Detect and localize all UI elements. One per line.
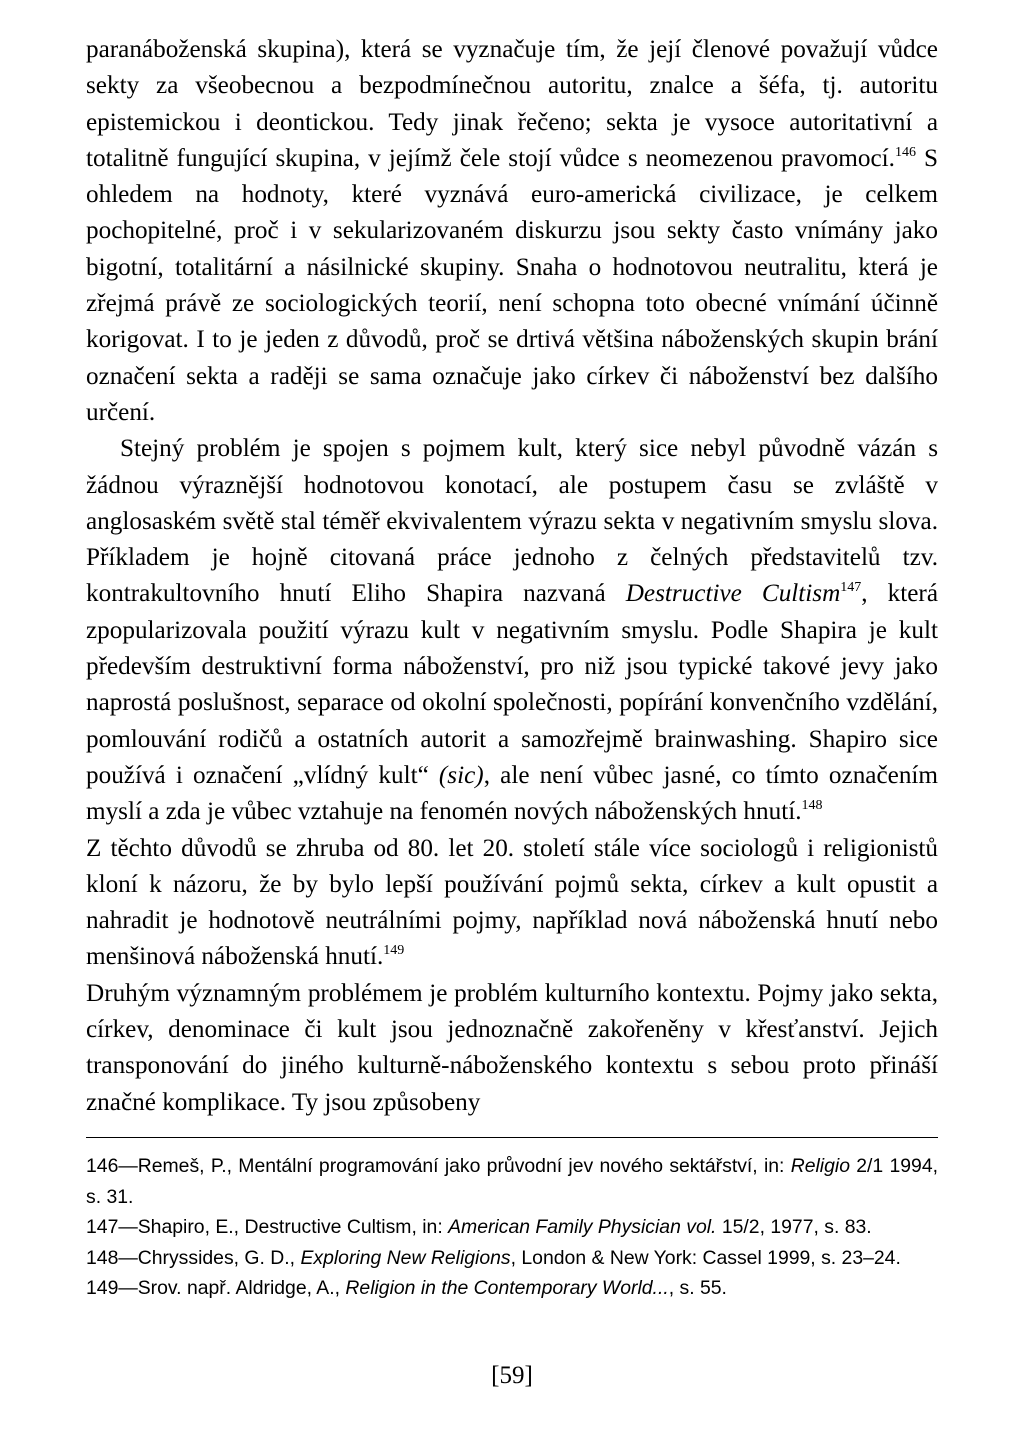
footnote-text: 149—Srov. např. Aldridge, A., <box>86 1277 346 1299</box>
footnote-ref: 149 <box>383 943 405 959</box>
paragraph <box>86 831 938 976</box>
footnote-147 <box>86 1212 938 1243</box>
paragraph-text: Druhým významným problémem je problém kulturního kontextu. Pojmy jako sekta, církev, denominace či kult jsou jednoznačně zakořeněny v křesťanství. Jejich transponování do jiného kulturně-náboženského kontextu s sebou proto přináší značné komplikace. Ty jsou způsobeny <box>86 979 938 1116</box>
paragraph-text: S ohledem na hodnoty, které vyznává euro-americká civilizace, je celkem pochopitelné, proč i v sekularizovaném diskurzu jsou sekty často vnímány jako bigotní, totalitární a násilnické skupiny. Snaha o hodnotovou neutralitu, která je zřejmá právě ze sociologických teorií, není schopna toto obecné vnímání účinně korigovat. I to je jeden z důvodů, proč se drtivá většina náboženských skupin brání označení sekta a raději se sama označuje jako církev či náboženství bez dalšího určení. <box>86 144 938 426</box>
paragraph <box>86 431 938 830</box>
footnote-ref: 148 <box>801 798 823 814</box>
footnote-text: , s. 55. <box>668 1277 727 1299</box>
sic-note: (sic) <box>438 761 484 789</box>
footnote-italic: American Family Physician vol. <box>448 1216 717 1238</box>
main-text <box>86 32 938 1121</box>
paragraph-text: paranáboženská skupina), která se vyznačuje tím, že její členové považují vůdce sekty za všeobecnou a bezpodmínečnou autoritu, znalce a šéfa, tj. autoritu epistemickou i deontickou. Tedy jinak řečeno; sekta je vysoce autoritativní a totalitně fungující skupina, v jejímž čele stojí vůdce s neomezenou pravomocí. <box>86 36 938 172</box>
footnote-text: 2/1 1994, s. 31. <box>86 1155 938 1208</box>
footnote-149 <box>86 1273 938 1304</box>
footnote-text: 147—Shapiro, E., Destructive Cultism, in: <box>86 1216 449 1238</box>
paragraph-text: , která zpopularizovala použití výrazu kult v negativním smyslu. Podle Shapira je kult především destruktivní forma náboženství, pro niž jsou typické takové jevy jako naprostá poslušnost, separace od okolní společnosti, popírání konvenčního vzdělání, pomlouvání rodičů a ostatních autorit a samozřejmě brainwashing. Shapiro sice používá i označení „vlídný kult“ <box>86 580 939 789</box>
footnote-text: 146—Remeš, P., Mentální programování jako průvodní jev nového sektářství, in: <box>86 1155 791 1177</box>
paragraph-text: Z těchto důvodů se zhruba od 80. let 20. století stále více sociologů i religionistů kloní k názoru, že by bylo lepší používání pojmů sekta, církev a kult opustit a nahradit je hodnotově neutrálními pojmy, například nová náboženská hnutí nebo menšinová náboženská hnutí. <box>86 834 938 971</box>
paragraph <box>86 976 938 1121</box>
footnote-148 <box>86 1243 938 1274</box>
footnote-text: 148—Chryssides, G. D., <box>86 1246 301 1269</box>
footnote-ref: 146 <box>894 144 916 160</box>
page-number: [59] <box>491 1362 533 1389</box>
book-title: Destructive Cultism <box>625 580 841 608</box>
paragraph <box>86 32 938 431</box>
footnote-text: , London & New York: Cassel 1999, s. 23–24. <box>510 1246 901 1269</box>
footnote-italic: Religio <box>790 1155 850 1177</box>
footnote-text: 15/2, 1977, s. 83. <box>716 1216 872 1238</box>
footnote-146 <box>86 1151 938 1212</box>
footnote-ref: 147 <box>840 580 862 596</box>
footnotes <box>86 1151 938 1304</box>
paragraph-text: Stejný problém je spojen s pojmem kult, který sice nebyl původně vázán s žádnou výraznější hodnotovou konotací, ale postupem času se zvláště v anglosaském světě stal téměř ekvivalentem výrazu sekta v negativním smyslu slova. Příkladem je hojně citovaná práce jednoho z čelných představitelů tzv. kontrakultovního hnutí Eliho Shapira nazvaná <box>86 435 938 608</box>
paragraph-text: , ale není vůbec jasné, co tímto označením myslí a zda je vůbec vztahuje na fenomén nových náboženských hnutí. <box>86 761 939 826</box>
footnote-italic: Exploring New Religions <box>300 1246 511 1269</box>
footnote-divider <box>86 1137 938 1138</box>
footnote-italic: Religion in the Contemporary World... <box>345 1277 669 1299</box>
